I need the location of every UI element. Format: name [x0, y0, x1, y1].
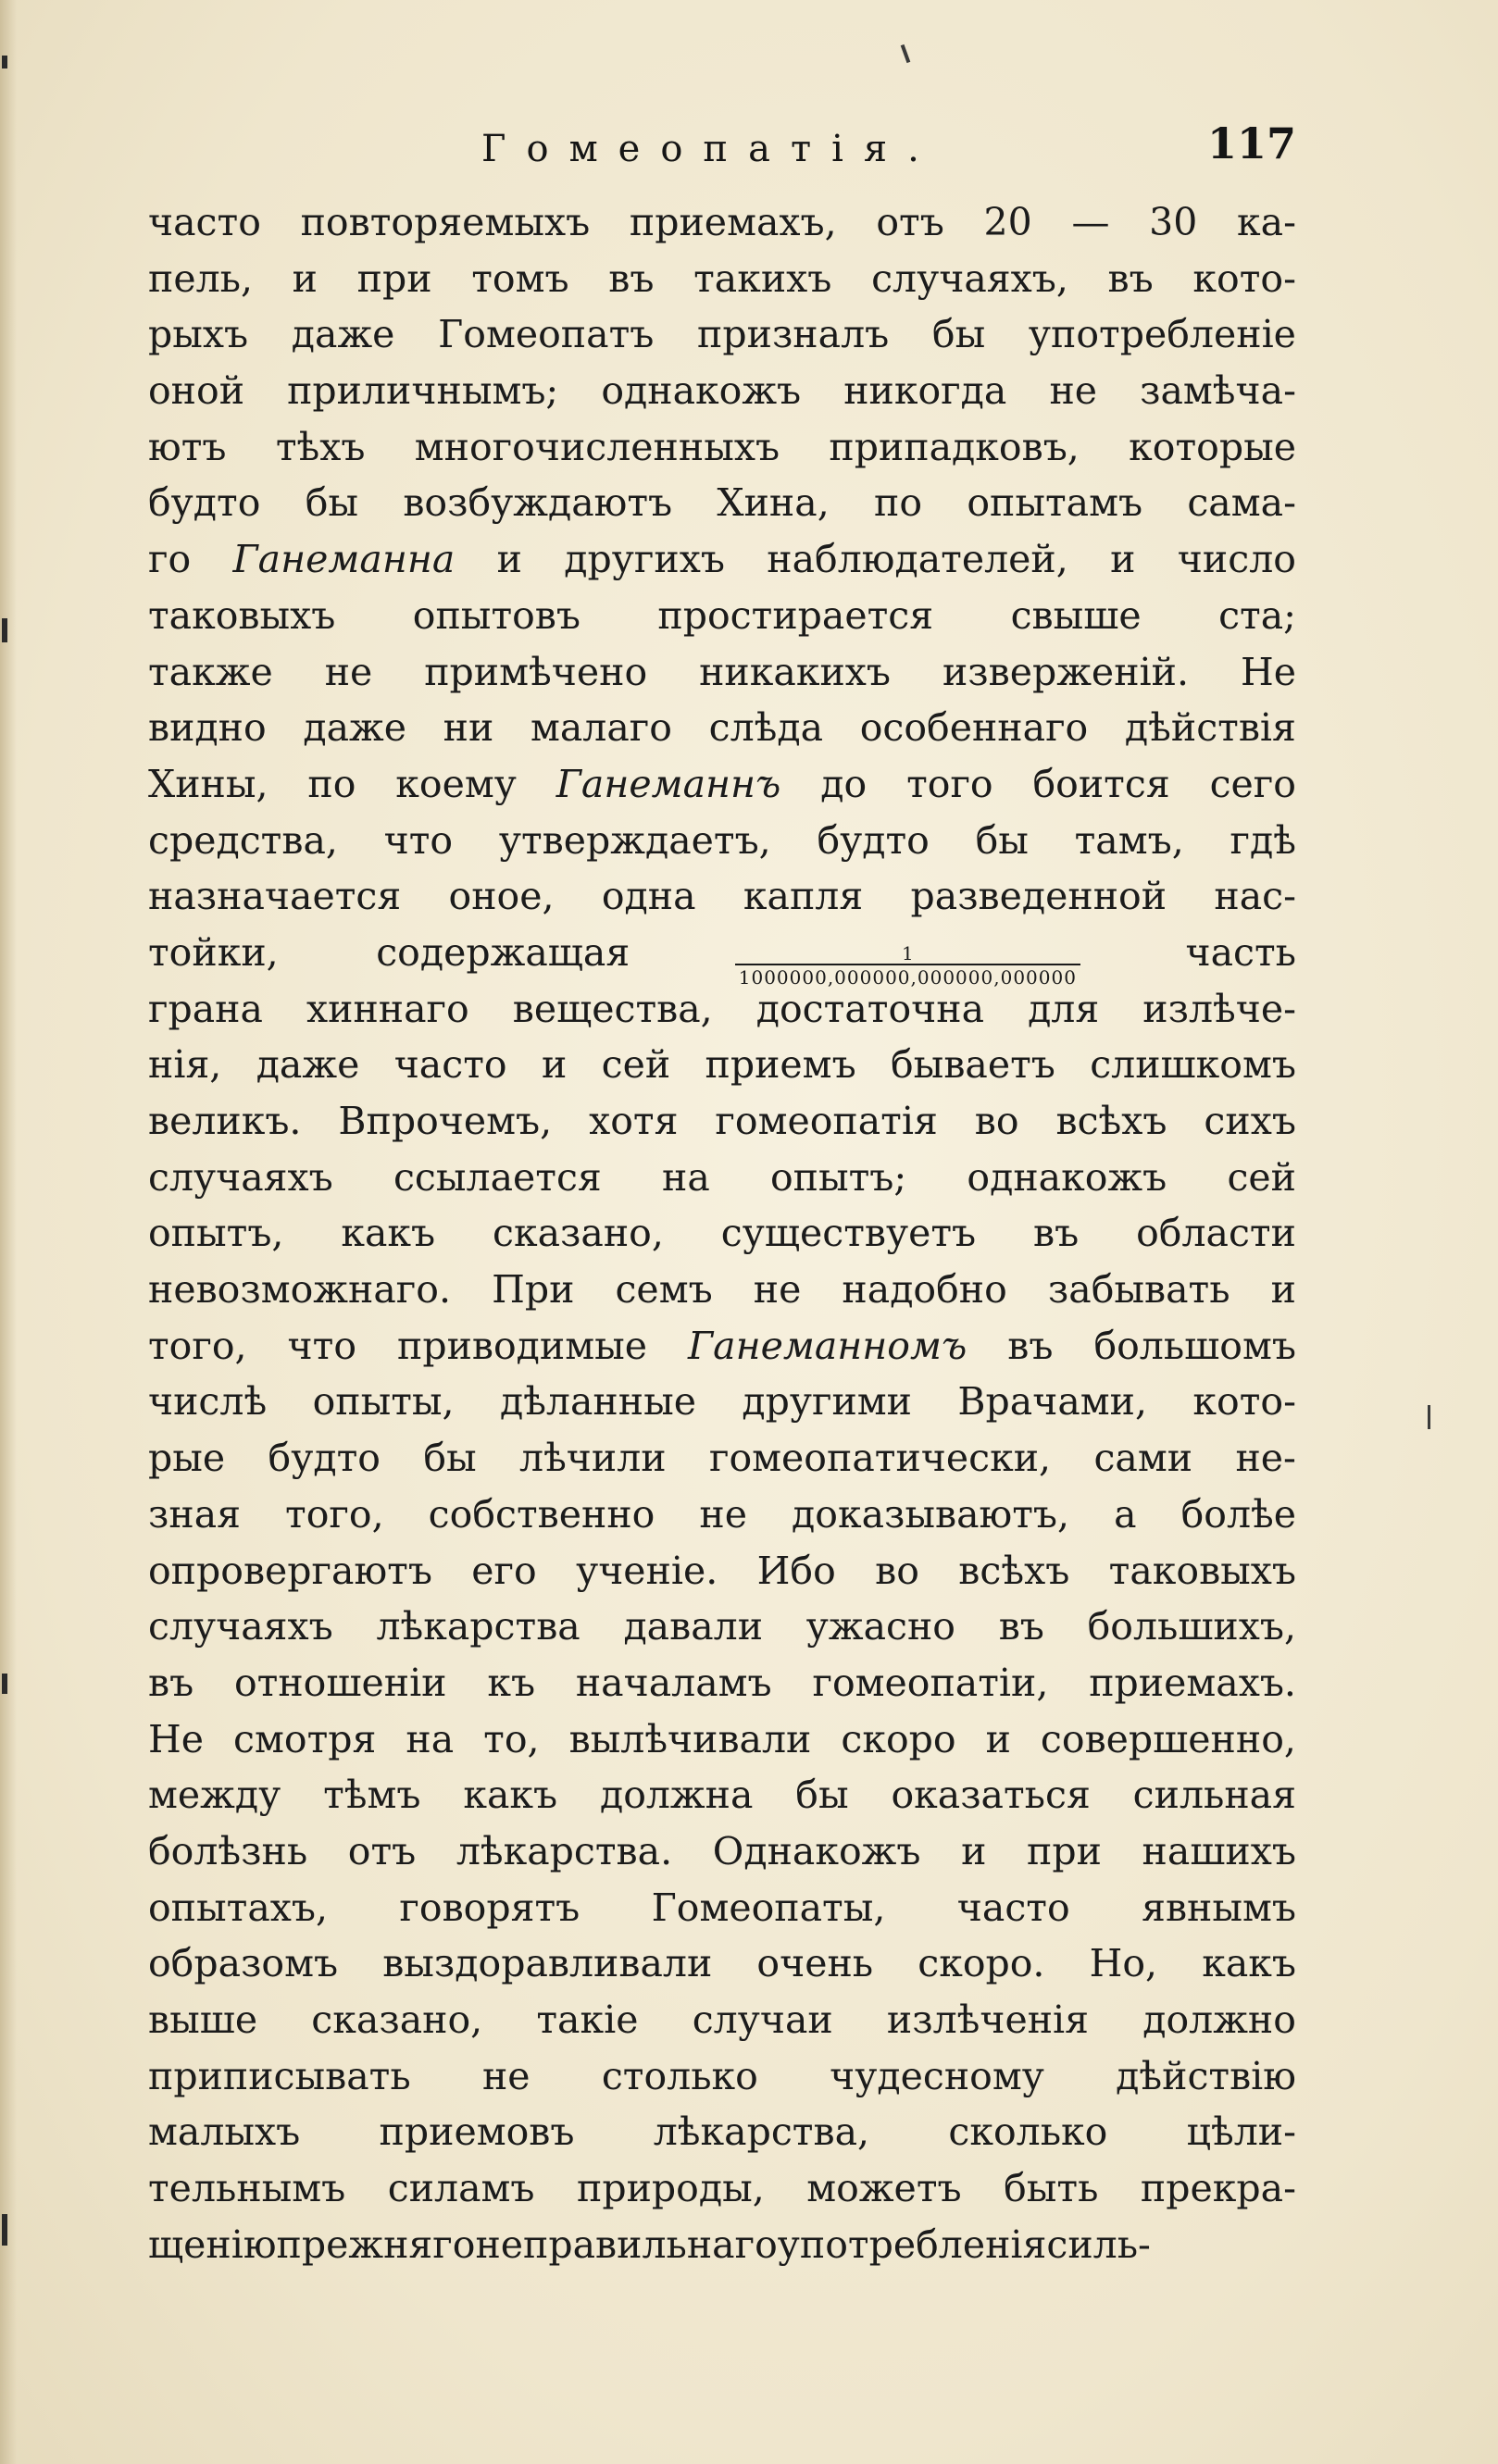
- word: тѣмъ: [323, 1773, 421, 1818]
- word: бы: [795, 1773, 849, 1818]
- word: очень: [756, 1941, 874, 1986]
- word: число: [1177, 537, 1296, 582]
- word: всѣхъ: [1055, 1099, 1167, 1143]
- word: бы: [931, 312, 986, 357]
- word: достаточна: [755, 986, 985, 1031]
- word: Но,: [1089, 1941, 1158, 1986]
- page-header: [481, 118, 1296, 174]
- word: призналъ: [697, 312, 890, 357]
- word: случаяхъ: [148, 1154, 333, 1200]
- word: того,: [148, 1323, 247, 1368]
- word: не: [1049, 368, 1098, 414]
- word: совершенно,: [1040, 1716, 1296, 1761]
- word: и: [541, 1042, 568, 1088]
- word: Не: [1240, 649, 1296, 694]
- word: и: [1270, 1267, 1296, 1313]
- word: какъ: [463, 1773, 558, 1818]
- word: даже: [291, 312, 395, 357]
- text-line: [148, 2217, 1296, 2273]
- word: не: [481, 2053, 531, 2098]
- word: скоро: [841, 1716, 956, 1761]
- word: никогда: [843, 368, 1007, 414]
- word: Впрочемъ,: [338, 1099, 553, 1143]
- text-line: [148, 306, 1296, 363]
- word: таковыхъ: [1108, 1548, 1296, 1593]
- word: такіе: [536, 1997, 639, 2042]
- text-line: [148, 1037, 1296, 1093]
- word: часто: [148, 200, 261, 244]
- word: а: [1114, 1491, 1137, 1537]
- word: чудесному: [830, 2053, 1044, 2098]
- page-number: 117: [1206, 118, 1296, 168]
- word: лѣчили: [519, 1436, 667, 1481]
- word: оказаться: [891, 1773, 1091, 1818]
- word: до: [820, 761, 868, 806]
- word: какъ: [1202, 1941, 1296, 1986]
- word: капля: [743, 874, 864, 919]
- word: тѣхъ: [275, 424, 366, 469]
- word: явнымъ: [1142, 1885, 1296, 1930]
- word: смотря: [233, 1716, 377, 1761]
- word: сама-: [1187, 480, 1296, 526]
- text-line: [148, 1992, 1296, 2048]
- text-line: [148, 1150, 1296, 1206]
- word: хотя: [589, 1099, 679, 1143]
- text-line: [148, 2104, 1296, 2160]
- word: также: [148, 649, 273, 694]
- word: Хины,: [148, 761, 268, 806]
- word: при: [356, 255, 432, 301]
- word: случаяхъ,: [871, 255, 1068, 301]
- word: грана: [148, 986, 263, 1031]
- word: въ: [998, 1604, 1044, 1649]
- word: бы: [305, 480, 359, 526]
- word: отъ: [347, 1828, 417, 1873]
- word: приличнымъ;: [287, 368, 559, 414]
- word: опытамъ: [967, 480, 1143, 526]
- word: должно: [1142, 1997, 1296, 2042]
- word: въ: [1107, 255, 1154, 301]
- word: ста;: [1218, 592, 1296, 638]
- word: сей: [601, 1042, 671, 1088]
- word: кото-: [1192, 1379, 1296, 1425]
- word: давали: [623, 1604, 764, 1649]
- word: кото-: [1192, 255, 1296, 301]
- word: лѣкарства: [376, 1604, 580, 1649]
- word: оной: [148, 368, 245, 414]
- word: въ: [1033, 1211, 1080, 1256]
- word: томъ: [471, 255, 569, 301]
- word: всѣхъ: [958, 1548, 1070, 1593]
- word: разведенной: [910, 874, 1167, 919]
- word: Не: [148, 1716, 205, 1761]
- word: оное,: [448, 874, 555, 919]
- word: повторяемыхъ: [300, 200, 591, 244]
- word: дѣйствія: [1124, 705, 1296, 751]
- binding-mark: [2, 618, 7, 642]
- word: хиннаго: [306, 986, 469, 1031]
- word: изверженій.: [942, 649, 1189, 694]
- word: примѣчено: [424, 649, 648, 694]
- word: гдѣ: [1230, 817, 1296, 863]
- word: гомеопатически,: [708, 1436, 1052, 1481]
- word: на: [662, 1154, 710, 1200]
- word: ни: [443, 705, 494, 751]
- word: зная: [148, 1491, 241, 1537]
- word: часть: [1185, 929, 1296, 975]
- italic-name: Ганеманнъ: [556, 761, 781, 806]
- word: скоро.: [918, 1941, 1045, 1986]
- word: силамъ: [387, 2166, 535, 2211]
- word: бываетъ: [891, 1042, 1055, 1088]
- word: приемовъ: [379, 2109, 575, 2155]
- word: болѣзнь: [148, 1828, 308, 1873]
- fraction-denominator: 1000000,000000,000000,000000: [738, 965, 1077, 989]
- word: числѣ: [148, 1379, 268, 1425]
- word: быть: [1004, 2166, 1099, 2211]
- text-line: [148, 1655, 1296, 1711]
- word: неправильнаго: [475, 2221, 778, 2267]
- word: выше: [148, 1997, 258, 2042]
- word: ка-: [1237, 200, 1296, 244]
- word: собственно: [428, 1491, 655, 1537]
- page-edge-shadow: [0, 0, 17, 2464]
- word: дѣланные: [499, 1379, 696, 1425]
- word: доказываютъ,: [792, 1491, 1070, 1537]
- word: содержащая: [376, 929, 630, 975]
- word: великъ.: [148, 1099, 302, 1143]
- text-line: [148, 1093, 1296, 1150]
- italic-name: Ганеманномъ: [688, 1323, 967, 1368]
- word: въ: [608, 255, 655, 301]
- word: другими: [742, 1379, 912, 1425]
- text-line: [148, 251, 1296, 307]
- word: для: [1028, 986, 1100, 1031]
- word: средства,: [148, 817, 338, 863]
- word: припадковъ,: [829, 424, 1080, 469]
- text-line: [148, 1599, 1296, 1655]
- word: опыты,: [312, 1379, 455, 1425]
- word: невозможнаго.: [148, 1267, 451, 1313]
- word: излѣченія: [886, 1997, 1090, 2042]
- fraction-numerator: 1: [735, 943, 1080, 965]
- word: коему: [395, 761, 517, 806]
- text-line: [148, 1880, 1296, 1936]
- word: что: [383, 817, 454, 863]
- text-line: [148, 1823, 1296, 1880]
- word: не-: [1235, 1436, 1296, 1481]
- word: приписывать: [148, 2053, 411, 2098]
- ink-speck: [1428, 1405, 1430, 1429]
- word: нашихъ: [1142, 1828, 1296, 1873]
- word: видно: [148, 705, 267, 751]
- word: дѣйствію: [1116, 2053, 1296, 2098]
- text-line: [148, 475, 1296, 531]
- binding-mark: [2, 2214, 7, 2246]
- word: его: [471, 1548, 537, 1593]
- italic-name: Ганеманна: [232, 537, 456, 582]
- word: боится: [1032, 761, 1170, 806]
- word: приемахъ.: [1089, 1660, 1296, 1705]
- word: не: [699, 1491, 747, 1537]
- word: тельнымъ: [148, 2166, 346, 2211]
- word: надобно: [842, 1267, 1007, 1313]
- word: сами: [1093, 1436, 1193, 1481]
- word: назначается: [148, 874, 402, 919]
- word: образомъ: [148, 1941, 339, 1986]
- word: слишкомъ: [1090, 1042, 1296, 1088]
- word: будто: [817, 817, 930, 863]
- word: слѣда: [708, 705, 824, 751]
- word: сколько: [948, 2109, 1108, 2155]
- word: по: [307, 761, 356, 806]
- word: большихъ,: [1087, 1604, 1296, 1649]
- text-line: [148, 1487, 1296, 1543]
- word: семъ: [615, 1267, 713, 1313]
- word: бы: [423, 1436, 477, 1481]
- word: употребленія: [777, 2221, 1047, 2267]
- word: и: [292, 255, 318, 301]
- word: ученіе.: [576, 1548, 718, 1593]
- text-line: [148, 419, 1296, 476]
- text-line: [148, 2160, 1296, 2217]
- word: 20: [983, 200, 1032, 244]
- word: Врачами,: [957, 1379, 1148, 1425]
- word: тойки,: [148, 929, 279, 975]
- word: ужасно: [805, 1604, 955, 1649]
- word: природы,: [577, 2166, 765, 2211]
- word: приемъ: [705, 1042, 856, 1088]
- word: многочисленныхъ: [414, 424, 780, 469]
- word: даже: [303, 705, 406, 751]
- word: наблюдателей,: [767, 537, 1068, 582]
- word: ссылается: [393, 1154, 602, 1200]
- fraction: [739, 943, 1077, 988]
- word: должна: [599, 1773, 754, 1818]
- word: того,: [285, 1491, 384, 1537]
- word: —: [1071, 200, 1110, 244]
- word: опытовъ: [412, 592, 580, 638]
- text-line: [148, 588, 1296, 644]
- word: утверждаетъ,: [498, 817, 771, 863]
- text-line: [148, 1430, 1296, 1487]
- word: вылѣчивали: [568, 1716, 812, 1761]
- text-line: [148, 363, 1296, 419]
- word: и: [1110, 537, 1136, 582]
- word: цѣли-: [1186, 2109, 1296, 2155]
- word: не: [753, 1267, 802, 1313]
- text-line: [148, 2048, 1296, 2105]
- text-line: [148, 1767, 1296, 1823]
- text-line: [148, 1205, 1296, 1262]
- word: даже: [256, 1042, 360, 1088]
- word: опытъ,: [148, 1211, 284, 1256]
- word: малыхъ: [148, 2109, 301, 2155]
- word: опытъ;: [769, 1154, 907, 1200]
- text-line: [148, 1374, 1296, 1430]
- word: по: [874, 480, 923, 526]
- text-line: [148, 868, 1296, 925]
- word: сказано,: [311, 1997, 483, 2042]
- word: и: [961, 1828, 987, 1873]
- word: силь-: [1046, 2221, 1151, 2267]
- word: будто: [148, 480, 261, 526]
- word: прекра-: [1140, 2166, 1296, 2211]
- word: одна: [601, 874, 696, 919]
- word: однакожъ: [967, 1154, 1167, 1200]
- word: вещества,: [512, 986, 713, 1031]
- word: случаи: [692, 1997, 833, 2042]
- word: сильная: [1132, 1773, 1296, 1818]
- word: въ: [148, 1660, 194, 1705]
- word: говорятъ: [399, 1885, 580, 1930]
- word: сихъ: [1204, 1099, 1296, 1143]
- word: особеннаго: [859, 705, 1089, 751]
- text-line: [148, 531, 1296, 588]
- word: того: [906, 761, 993, 806]
- word: свыше: [1010, 592, 1142, 638]
- word: щенію: [148, 2221, 277, 2267]
- word: опытахъ,: [148, 1885, 329, 1930]
- word: случаяхъ: [148, 1604, 333, 1649]
- text-line: [148, 1711, 1296, 1768]
- body-text: [148, 194, 1296, 2272]
- word: къ: [487, 1660, 536, 1705]
- word: приводимые: [397, 1323, 648, 1368]
- word: забывать: [1047, 1267, 1230, 1313]
- word: Хина,: [717, 480, 830, 526]
- word: возбуждаютъ: [403, 480, 673, 526]
- word: 30: [1149, 200, 1198, 244]
- word: такихъ: [693, 255, 832, 301]
- word: опровергаютъ: [148, 1548, 432, 1593]
- word: большомъ: [1093, 1323, 1296, 1368]
- word: употребленіе: [1028, 312, 1296, 357]
- text-line: [148, 644, 1296, 701]
- word: замѣча-: [1140, 368, 1296, 414]
- word: во: [875, 1548, 919, 1593]
- word: которые: [1129, 424, 1296, 469]
- word: пель,: [148, 255, 253, 301]
- text-line: [148, 813, 1296, 869]
- text-line: [148, 194, 1296, 251]
- text-line: [148, 700, 1296, 756]
- word: другихъ: [564, 537, 725, 582]
- word: во: [974, 1099, 1019, 1143]
- word: сказано,: [493, 1211, 664, 1256]
- word: сего: [1209, 761, 1296, 806]
- word: нія,: [148, 1042, 222, 1088]
- word: прежняго: [276, 2221, 476, 2267]
- word: бы: [975, 817, 1029, 863]
- binding-mark: [2, 1674, 7, 1694]
- word: тамъ,: [1074, 817, 1184, 863]
- text-line: [148, 756, 1296, 813]
- word: не: [324, 649, 373, 694]
- word: ютъ: [148, 424, 227, 469]
- word: лѣкарства,: [653, 2109, 870, 2155]
- binding-mark: [2, 56, 7, 68]
- word: простирается: [657, 592, 934, 638]
- word: выздоравливали: [382, 1941, 713, 1986]
- word: и: [496, 537, 522, 582]
- word: началамъ: [575, 1660, 772, 1705]
- ink-speck: [901, 44, 911, 63]
- word: Однакожъ: [712, 1828, 921, 1873]
- word: какъ: [341, 1211, 436, 1256]
- word: то,: [483, 1716, 540, 1761]
- word: приемахъ,: [629, 200, 837, 244]
- word: излѣче-: [1142, 986, 1296, 1031]
- text-line: [148, 925, 1296, 989]
- text-line: [148, 1935, 1296, 1992]
- word: области: [1136, 1211, 1296, 1256]
- word: Ибо: [756, 1548, 836, 1593]
- word: рые: [148, 1436, 226, 1481]
- word: можетъ: [806, 2166, 962, 2211]
- running-head: Гомеопатія.: [481, 128, 940, 170]
- word: между: [148, 1773, 281, 1818]
- word: Гомеопатъ: [438, 312, 655, 357]
- word: никакихъ: [699, 649, 891, 694]
- word: на: [406, 1716, 455, 1761]
- word: Гомеопаты,: [651, 1885, 886, 1930]
- text-line: [148, 1318, 1296, 1375]
- word: гомеопатія: [715, 1099, 938, 1143]
- text-line: [148, 1543, 1296, 1599]
- word: таковыхъ: [148, 592, 336, 638]
- word: малаго: [530, 705, 672, 751]
- word: болѣе: [1180, 1491, 1296, 1537]
- word: столько: [601, 2053, 758, 2098]
- word: въ: [1007, 1323, 1054, 1368]
- word: го: [148, 537, 192, 582]
- text-line: [148, 981, 1296, 1038]
- word: однакожъ: [601, 368, 802, 414]
- word: будто: [268, 1436, 381, 1481]
- word: при: [1027, 1828, 1102, 1873]
- word: рыхъ: [148, 312, 249, 357]
- word: отношеніи: [233, 1660, 447, 1705]
- word: что: [287, 1323, 357, 1368]
- word: гомеопатіи,: [812, 1660, 1049, 1705]
- word: отъ: [876, 200, 944, 244]
- word: нас-: [1214, 874, 1296, 919]
- word: лѣкарства.: [456, 1828, 673, 1873]
- word: сей: [1227, 1154, 1296, 1200]
- word: часто: [393, 1042, 507, 1088]
- text-line: [148, 1262, 1296, 1318]
- word: и: [985, 1716, 1011, 1761]
- word: часто: [956, 1885, 1070, 1930]
- word: существуетъ: [720, 1211, 977, 1256]
- word: При: [492, 1267, 575, 1313]
